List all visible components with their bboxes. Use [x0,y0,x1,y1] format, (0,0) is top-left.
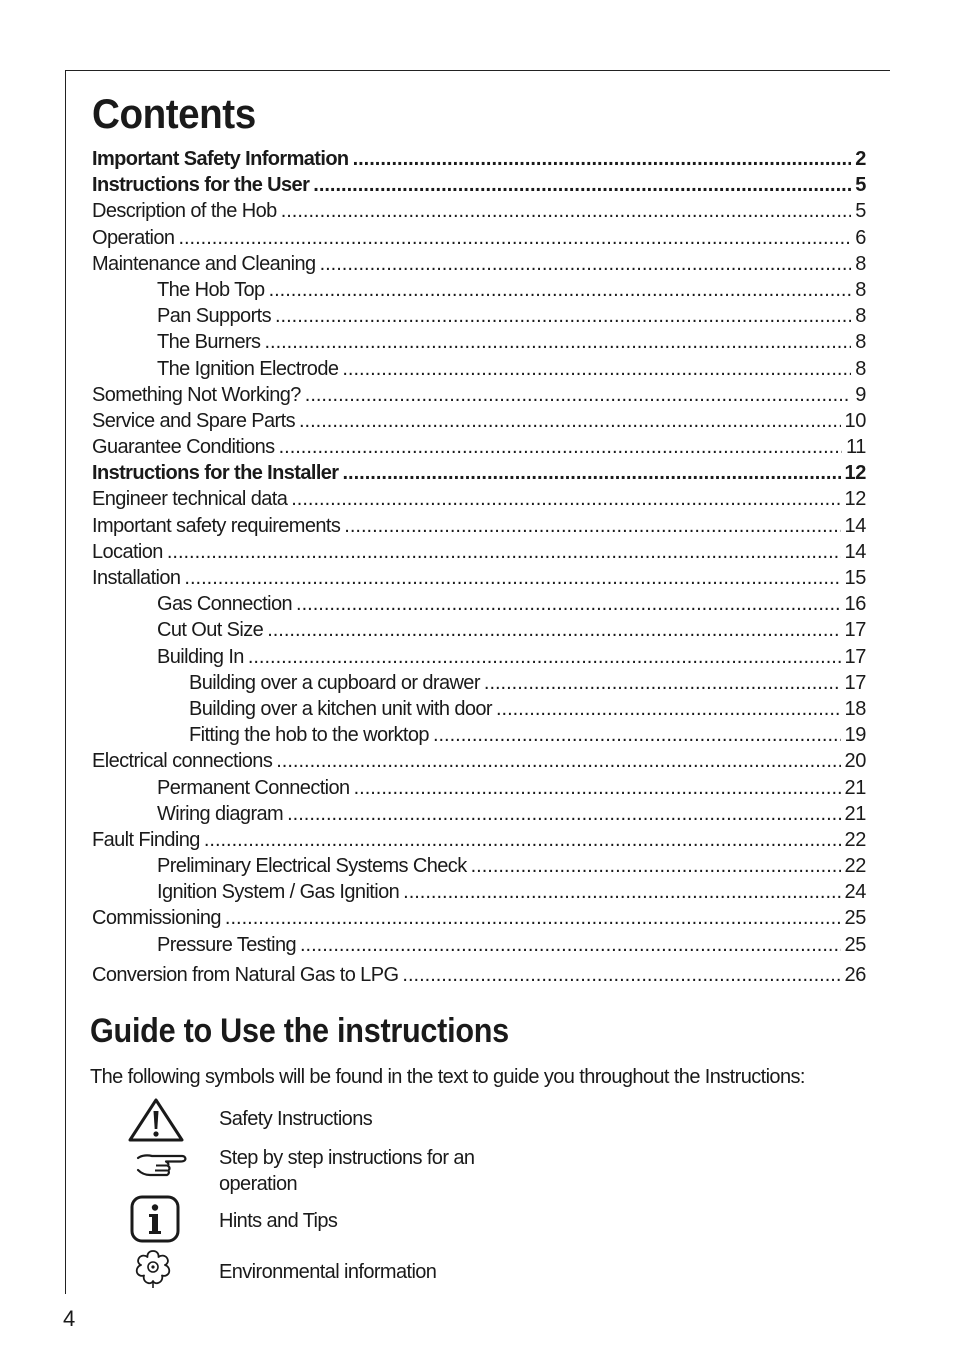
toc-dot-leader [279,434,842,460]
toc-entry-page: 12 [844,462,866,485]
toc-dot-leader [342,356,851,382]
toc-entry [92,277,866,303]
toc-entry-label: Maintenance and Cleaning [92,252,316,275]
guide-title: Guide to Use the instructions [90,1012,509,1050]
toc-dot-leader [353,146,852,172]
toc-entry [92,853,866,879]
toc-entry-label: Guarantee Conditions [92,436,275,459]
symbol-label-hints: Hints and Tips [219,1210,338,1232]
toc-dot-leader [275,303,851,329]
toc-dot-leader [433,722,841,748]
toc-entry-label: Building over a kitchen unit with door [189,697,492,720]
toc-entry [92,251,866,277]
toc-dot-leader [178,225,851,251]
toc-entry-label: Cut Out Size [157,619,264,642]
toc-entry [92,722,866,748]
toc-dot-leader [204,827,841,853]
toc-dot-leader [403,879,840,905]
toc-entry-page: 12 [844,488,866,511]
toc-entry-page: 8 [855,357,866,380]
toc-entry-page: 11 [846,436,866,459]
toc-entry [92,225,866,251]
toc-dot-leader [276,748,840,774]
toc-dot-leader [305,382,852,408]
toc-entry-label: Pressure Testing [157,933,296,956]
toc-entry-label: Important safety requirements [92,514,341,537]
toc-entry [92,329,866,355]
toc-entry-page: 17 [844,645,866,668]
toc-entry [92,962,866,988]
toc-dot-leader [167,539,841,565]
toc-entry [92,198,866,224]
toc-entry [92,539,866,565]
toc-entry-page: 25 [844,933,866,956]
toc-dot-leader [299,408,841,434]
toc-entry-page: 8 [855,252,866,275]
toc-entry-label: Service and Spare Parts [92,409,295,432]
toc-entry [92,617,866,643]
toc-entry-label: The Ignition Electrode [157,357,339,380]
toc-entry-label: The Burners [157,331,261,354]
toc-entry-page: 9 [855,383,866,406]
toc-entry-page: 10 [844,409,866,432]
toc-entry-label: Permanent Connection [157,776,350,799]
toc-entry [92,827,866,853]
toc-entry [92,513,866,539]
toc-entry-page: 5 [855,174,866,197]
toc-entry [92,434,866,460]
toc-entry-page: 19 [844,724,866,747]
toc-entry-label: Location [92,540,163,563]
toc-entry-label: Fitting the hob to the worktop [189,724,429,747]
guide-intro: The following symbols will be found in the text to guide you throughout the Instructions: [90,1066,805,1088]
toc-entry [92,905,866,931]
toc-entry-label: Gas Connection [157,593,293,616]
toc-entry [92,382,866,408]
toc-entry [92,486,866,512]
flower-icon [130,1248,176,1290]
toc-entry-page: 16 [844,593,866,616]
toc-entry-page: 26 [844,963,866,986]
toc-entry-page: 6 [855,226,866,249]
toc-entry-page: 2 [855,148,866,170]
toc-entry-page: 21 [844,776,866,799]
toc-entry-label: Conversion from Natural Gas to LPG [92,963,399,986]
toc-entry [92,408,866,434]
toc-dot-leader [225,905,841,931]
toc-entry-label: Fault Finding [92,828,200,851]
toc-dot-leader [484,670,841,696]
toc-entry-page: 22 [844,828,866,851]
toc-entry-label: Operation [92,226,175,249]
toc-entry-page: 5 [855,200,866,223]
toc-entry-label: Commissioning [92,907,221,930]
toc-dot-leader [264,329,851,355]
toc-entry-page: 25 [844,907,866,930]
toc-entry [92,801,866,827]
toc-entry [92,775,866,801]
toc-entry-page: 15 [844,567,866,589]
toc-entry-label: Ignition System / Gas Ignition [157,881,400,904]
toc-dot-leader [342,460,840,486]
toc-dot-leader [354,775,841,801]
toc-entry-label: Important Safety Information [92,148,349,170]
page-title: Contents [92,90,256,137]
toc-entry [92,696,866,722]
toc-entry-label: Something Not Working? [92,383,301,406]
toc-entry-page: 17 [844,619,866,642]
toc-entry-page: 22 [844,855,866,878]
toc-entry [92,460,866,486]
toc-entry-page: 14 [844,514,866,537]
toc-entry [92,591,866,617]
toc-dot-leader [313,172,851,198]
toc-entry-page: 8 [855,331,866,354]
toc-entry [92,644,866,670]
toc-entry-label: Electrical connections [92,750,273,773]
toc-entry-label: Description of the Hob [92,200,277,223]
toc-entry [92,146,866,172]
table-of-contents [92,146,866,988]
toc-dot-leader [287,801,840,827]
toc-entry-page: 21 [844,802,866,825]
warning-triangle-icon [127,1097,185,1143]
toc-entry [92,565,866,591]
toc-entry-page: 17 [844,671,866,694]
toc-dot-leader [300,932,841,958]
left-rule [65,70,66,1294]
toc-entry-label: Engineer technical data [92,488,288,511]
toc-dot-leader [496,696,841,722]
toc-entry [92,172,866,198]
toc-entry-label: The Hob Top [157,278,265,301]
toc-entry-page: 24 [844,881,866,904]
toc-dot-leader [291,486,840,512]
symbol-label-safety: Safety Instructions [219,1108,373,1130]
toc-entry-label: Building In [157,645,244,668]
toc-entry-label: Preliminary Electrical Systems Check [157,855,467,878]
pointing-hand-icon [136,1152,188,1178]
toc-entry-page: 14 [844,540,866,563]
toc-dot-leader [471,853,841,879]
toc-dot-leader [296,591,841,617]
toc-entry-label: Wiring diagram [157,802,284,825]
toc-dot-leader [269,277,852,303]
toc-entry [92,356,866,382]
toc-entry-label: Pan Supports [157,305,271,328]
toc-dot-leader [281,198,852,224]
toc-entry [92,670,866,696]
toc-entry-label: Instructions for the User [92,174,310,197]
toc-dot-leader [267,617,840,643]
toc-entry-label: Instructions for the Installer [92,462,339,485]
symbol-label-step: Step by step instructions for an operation [219,1147,475,1195]
toc-dot-leader [320,251,852,277]
toc-entry-page: 20 [844,750,866,773]
toc-dot-leader [344,513,840,539]
toc-entry [92,748,866,774]
page-number: 4 [63,1306,76,1331]
toc-entry-page: 18 [844,697,866,720]
toc-entry [92,879,866,905]
toc-dot-leader [402,962,840,988]
symbol-label-environment: Environmental information [219,1261,437,1283]
info-icon [130,1195,180,1243]
toc-dot-leader [184,565,840,591]
toc-entry-page: 8 [855,305,866,328]
toc-entry-label: Installation [92,567,181,589]
toc-entry [92,303,866,329]
top-rule [65,70,890,71]
toc-entry-label: Building over a cupboard or drawer [189,671,480,694]
toc-entry [92,932,866,958]
toc-dot-leader [248,644,841,670]
toc-entry-page: 8 [855,278,866,301]
